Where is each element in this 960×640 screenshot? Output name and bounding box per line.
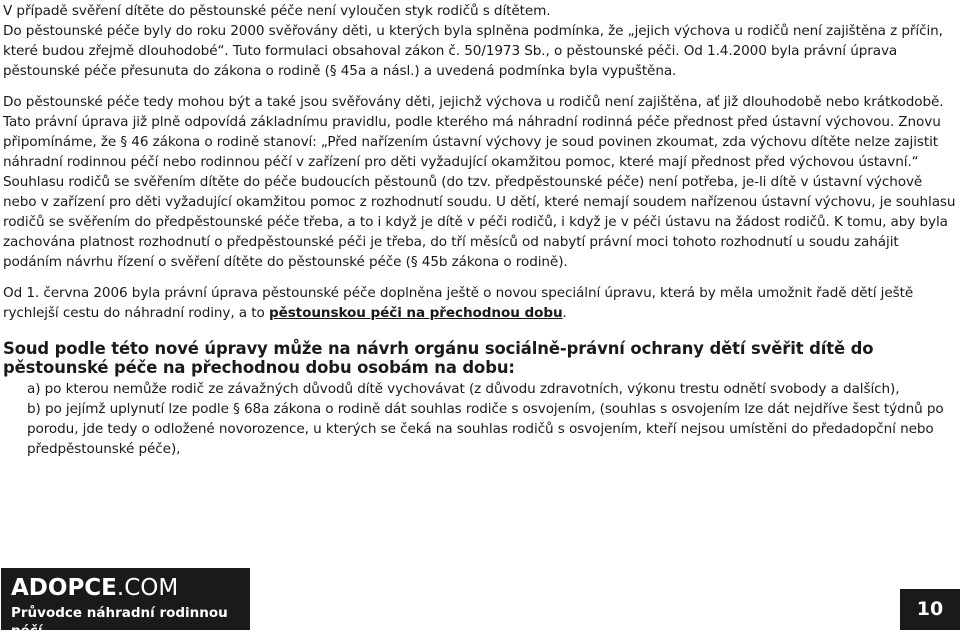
paragraph-history: Do pěstounské péče byly do roku 2000 svěřovány děti, u kterých byla splněna podmínka, že „jejich výchova u rodičů není zajištěna z příčin, které budou zřejmě dlouhodobé“. Tuto formulaci obsahoval zákon č. 50/1973 Sb., o pěstounské péči. Od 1.4.2000 byla právní úprava pěstounské péče přesunuta do zákona o rodině (§ 45a a násl.) a uvedená podmínka byla vypuštěna.	[3, 23, 943, 79]
list-item: b) po jejímž uplynutí lze podle § 68a zákona o rodině dát souhlas rodiče s osvojením, (souhlas s osvojením lze dát nejdříve šest týdnů po porodu, jde tedy o odložené novorozence, u kterých se čeká na souhlas rodičů s osvojením, kteří nejsou umístěni do předadopční nebo předpěstounské péče),	[27, 401, 944, 457]
highlight-temporary-foster-care: pěstounskou péči na přechodnou dobu	[268, 305, 563, 321]
adopce-logo	[11, 575, 178, 601]
footer-subtitle: Průvodce náhradní rodinnou péčí	[11, 605, 228, 639]
paragraph-new-regulation	[3, 283, 958, 323]
paragraph-contact: V případě svěření dítěte do pěstounské péče není vyloučen styk rodičů s dítětem.	[3, 3, 551, 19]
document-body	[3, 1, 958, 459]
page-number: 10	[900, 589, 960, 630]
paragraph-new-regulation-start: Od 1. června 2006 byla právní úprava pěstounské péče doplněna ještě o novou speciální úpravu, která by měla umožnit řadě dětí ještě rychlejší cestu do náhradní rodiny, a to	[3, 285, 914, 321]
section-heading: Soud podle této nové úpravy může na návrh orgánu sociálně-právní ochrany dětí svěřit dítě do pěstounské péče na přechodnou dobu osobám na dobu:	[3, 339, 874, 377]
paragraph-current-law: Do pěstounské péče tedy mohou být a také jsou svěřovány děti, jejichž výchova u rodičů není zajištěna, ať již dlouhodobě nebo krátkodobě. Tato právní úprava již plně odpovídá základnímu pravidlu, podle kterého má náhradní rodinná péče přednost před ústavní výchovou. Znovu připomínáme, že § 46 zákona o rodině stanoví: „Před nařízením ústavní výchovy je soud povinen zkoumat, zda výchovu dítěte nelze zajistit náhradní rodinnou péčí nebo rodinnou péčí v zařízení pro děti vyžadující okamžitou pomoc, které mají přednost před výchovou ústavní.“ Souhlasu rodičů se svěřením dítěte do péče budoucích pěstounů (do tzv. předpěstounské péče) není potřeba, je-li dítě v ústavní výchově nebo v zařízení pro děti vyžadující okamžitou pomoc z rozhodnutí soudu. U dětí, které nemají soudem nařízenou ústavní výchovu, je souhlasu rodičů se svěřením do předpěstounské péče třeba, a to i když je dítě v péči rodičů, i když je v péči ústavu na žádost rodičů. K tomu, aby byla zachována platnost rozhodnutí o předpěstounské péči je třeba, do tří měsíců od nabytí právní moci tohoto rozhodnutí u soudu zahájit podáním návrhu řízení o svěření dítěte do pěstounské péče (§ 45b zákona o rodině).	[3, 94, 956, 270]
logo-main-text: ADOPCE	[11, 575, 117, 601]
logo-tld-text: .COM	[116, 575, 179, 601]
paragraph-new-regulation-end: .	[562, 305, 567, 321]
conditions-list	[27, 379, 958, 459]
list-item: a) po kterou nemůže rodič ze závažných důvodů dítě vychovávat (z důvodu zdravotních, výkonu trestu odnětí svobody a dalších),	[27, 381, 900, 397]
footer-brand-box	[1, 568, 250, 639]
